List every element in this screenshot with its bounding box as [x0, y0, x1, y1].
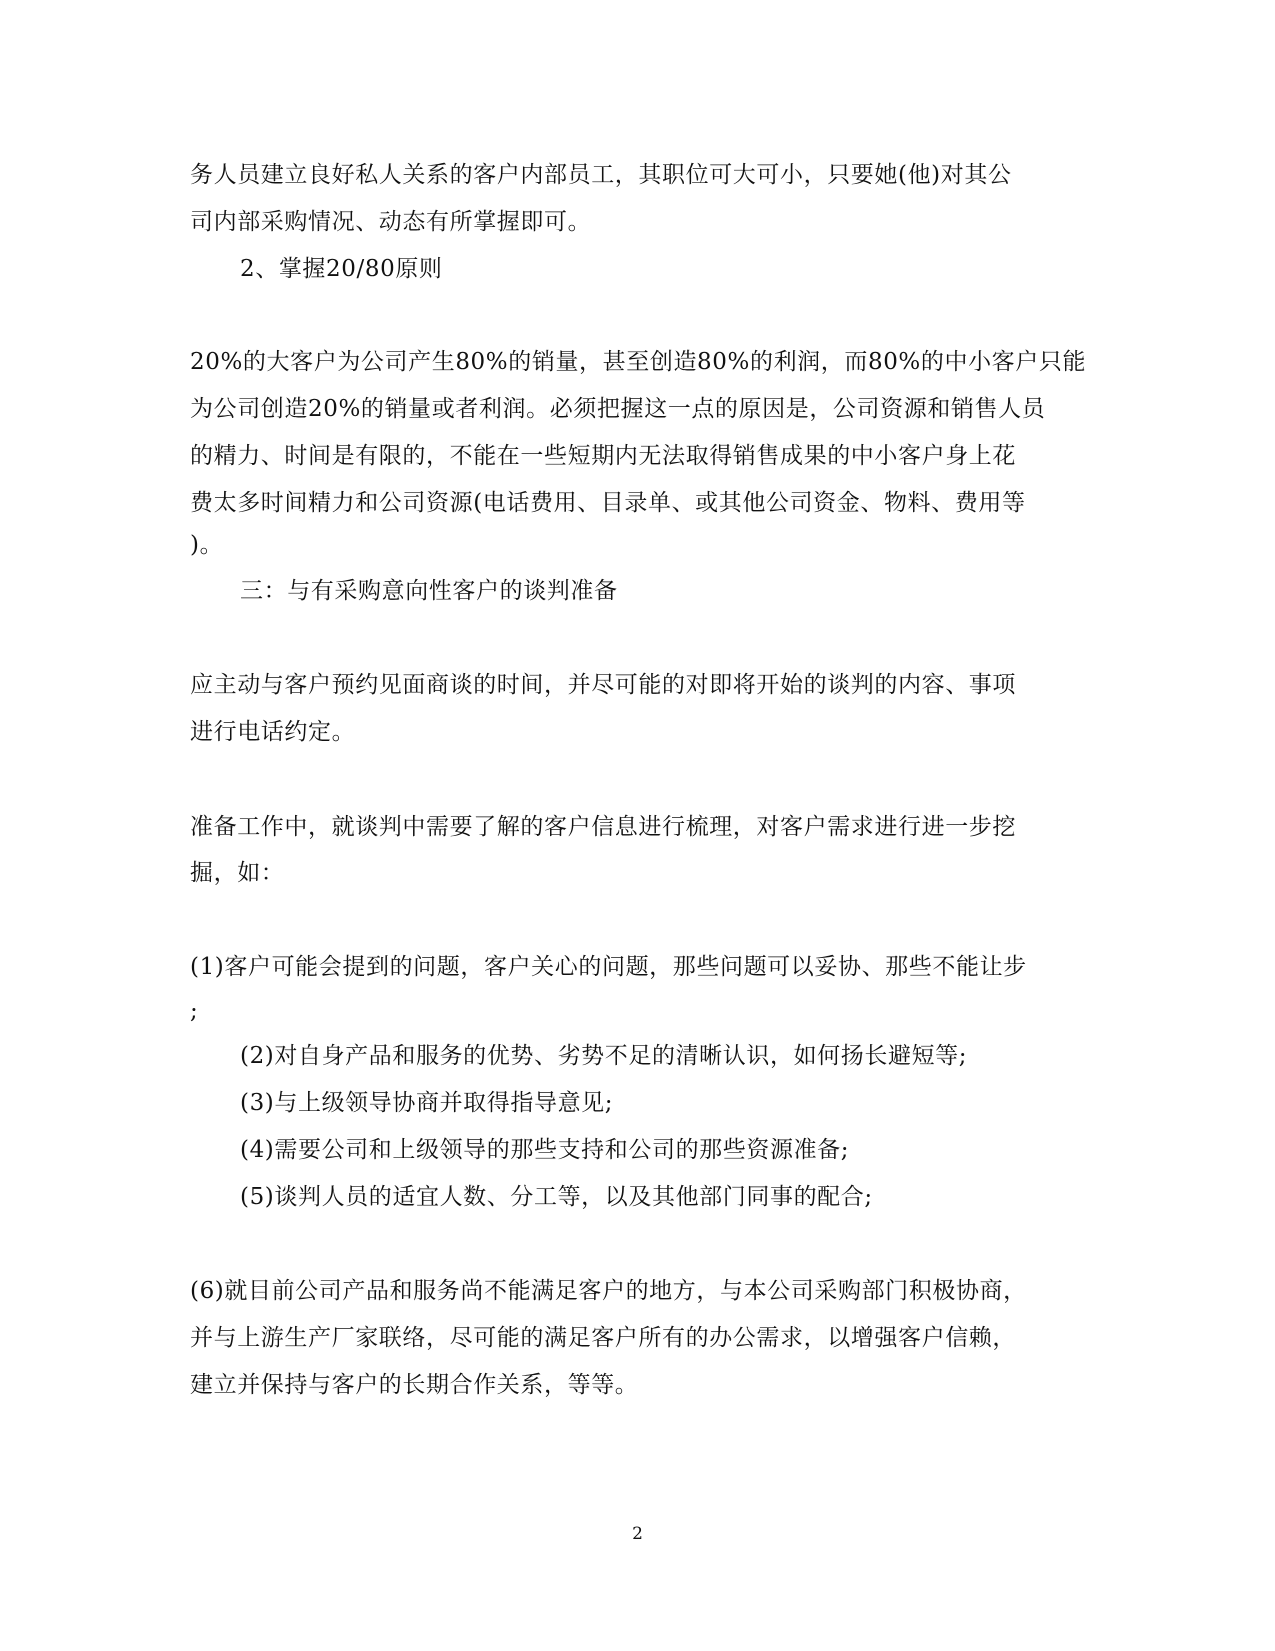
paragraph-line: 并与上游生产厂家联络，尽可能的满足客户所有的办公需求，以增强客户信赖，	[190, 1325, 1016, 1351]
paragraph-line: 的精力、时间是有限的，不能在一些短期内无法取得销售成果的中小客户身上花	[190, 443, 1016, 469]
list-item: (2)对自身产品和服务的优势、劣势不足的清晰认识，如何扬长避短等;	[240, 1043, 968, 1069]
list-item: (1)客户可能会提到的问题，客户关心的问题，那些问题可以妥协、那些不能让步	[190, 954, 1027, 980]
paragraph-line: 费太多时间精力和公司资源(电话费用、目录单、或其他公司资金、物料、费用等	[190, 490, 1026, 516]
paragraph-line: 进行电话约定。	[190, 719, 356, 745]
paragraph-line: 应主动与客户预约见面商谈的时间，并尽可能的对即将开始的谈判的内容、事项	[190, 672, 1016, 698]
paragraph-line: 建立并保持与客户的长期合作关系，等等。	[190, 1372, 639, 1398]
list-item: ;	[190, 998, 199, 1024]
section-heading: 2、掌握20/80原则	[240, 256, 443, 282]
page-number: 2	[632, 1524, 643, 1544]
paragraph-line: )。	[190, 532, 224, 558]
list-item: (5)谈判人员的适宜人数、分工等，以及其他部门同事的配合;	[240, 1184, 873, 1210]
paragraph-line: 为公司创造20%的销量或者利润。必须把握这一点的原因是，公司资源和销售人员	[190, 396, 1046, 422]
paragraph-line: 准备工作中，就谈判中需要了解的客户信息进行梳理，对客户需求进行进一步挖	[190, 814, 1016, 840]
list-item: (6)就目前公司产品和服务尚不能满足客户的地方，与本公司采购部门积极协商，	[190, 1278, 1027, 1304]
paragraph-line: 司内部采购情况、动态有所掌握即可。	[190, 209, 592, 235]
section-heading: 三：与有采购意向性客户的谈判准备	[240, 578, 618, 604]
paragraph-line: 务人员建立良好私人关系的客户内部员工，其职位可大可小，只要她(他)对其公	[190, 162, 1012, 188]
paragraph-line: 20%的大客户为公司产生80%的销量，甚至创造80%的利润，而80%的中小客户只能	[190, 349, 1087, 375]
paragraph-line: 掘，如：	[190, 860, 285, 886]
list-item: (3)与上级领导协商并取得指导意见;	[240, 1090, 614, 1116]
list-item: (4)需要公司和上级领导的那些支持和公司的那些资源准备;	[240, 1137, 850, 1163]
